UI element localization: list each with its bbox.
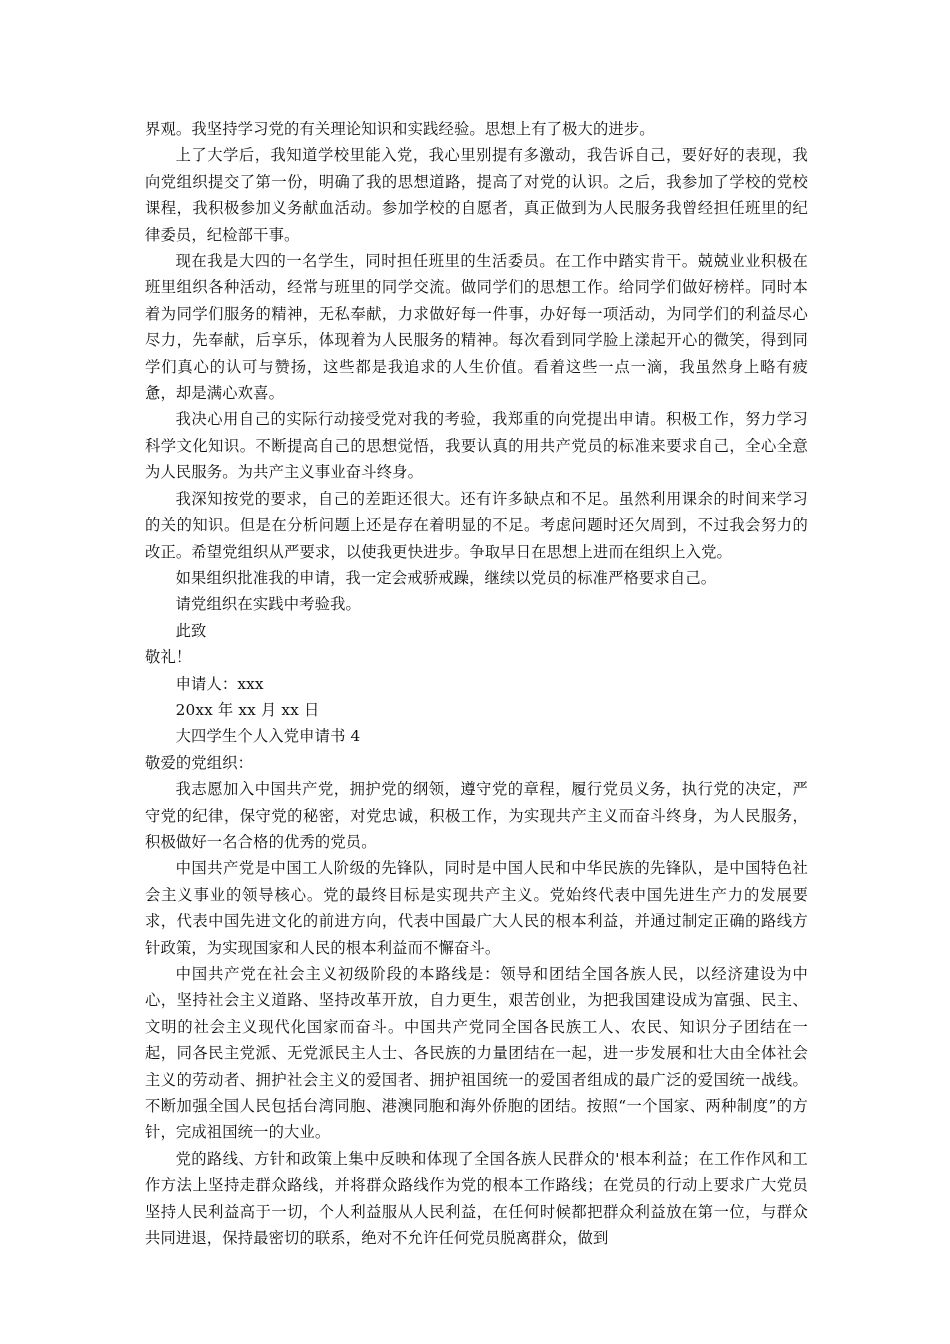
paragraph: 请党组织在实践中考验我。 <box>175 595 361 614</box>
paragraph: 我深知按党的要求，自己的差距还很大。还有许多缺点和不足。虽然利用课余的时间来学习的关的知识。但是在分析问题上还是存在着明显的不足。考虑问题时还欠周到，不过我会努力的改正。希望党组织从严要求，以使我更快进步。争取早日在思想上进而在组织上入党。 <box>145 489 808 561</box>
applicant-signature: 申请人：xxx <box>175 674 264 693</box>
paragraph: 如果组织批准我的申请，我一定会戒骄戒躁，继续以党员的标准严格要求自己。 <box>175 568 717 587</box>
paragraph: 界观。我坚持学习党的有关理论知识和实践经验。思想上有了极大的进步。 <box>145 120 655 138</box>
paragraph: 中国共产党是中国工人阶级的先锋队，同时是中国人民和中华民族的先锋队，是中国特色社会主义事业的领导核心。党的最终目标是实现共产主义。党始终代表中国先进生产力的发展要求，代表中国先进文化的前进方向，代表中国最广大人民的根本利益，并通过制定正确的路线方针政策，为实现国家和人民的根本利益而不懈奋斗。 <box>145 859 808 957</box>
paragraph: 上了大学后，我知道学校里能入党，我心里别提有多激动，我告诉自己，要好好的表现，我向党组织提交了第一份，明确了我的思想道路，提高了对党的认识。之后，我参加了学校的党校课程，我积极参加义务献血活动。参加学校的自愿者，真正做到为人民服务我曾经担任班里的纪律委员，纪检部干事。 <box>145 146 808 244</box>
closing-regards: 敬礼！ <box>145 648 192 667</box>
paragraph: 现在我是大四的一名学生，同时担任班里的生活委员。在工作中踏实肯干。兢兢业业积极在班里组织各种活动，经常与班里的同学交流。做同学们的思想工作。给同学们做好榜样。同时本着为同学们服务的精神，无私奉献，力求做好每一件事，办好每一项活动，为同学们的利益尽心尽力，先奉献，后享乐，体现着为人民服务的精神。每次看到同学脸上漾起开心的微笑，得到同学们真心的认可与赞扬，这些都是我追求的人生价值。看着这些一点一滴，我虽然身上略有疲惫，却是满心欢喜。 <box>145 252 808 403</box>
closing-salutation: 此致 <box>175 621 207 640</box>
application-date: 20xx 年 xx 月 xx 日 <box>175 700 320 719</box>
paragraph: 中国共产党在社会主义初级阶段的本路线是：领导和团结全国各族人民，以经济建设为中心，坚持社会主义道路、坚持改革开放，自力更生，艰苦创业，为把我国建设成为富强、民主、文明的社会主义现代化国家而奋斗。中国共产党同全国各民族工人、农民、知识分子团结在一起，同各民主党派、无党派民主人士、各民族的力量团结在一起，进一步发展和壮大由全体社会主义的劳动者、拥护社会主义的爱国者、拥护祖国统一的爱国者组成的最广泛的爱国统一战线。不断加强全国人民包括台湾同胞、港澳同胞和海外侨胞的团结。按照“一个国家、两种制度”的方针，完成祖国统一的大业。 <box>145 965 808 1142</box>
paragraph: 党的路线、方针和政策上集中反映和体现了全国各族人民群众的'根本利益；在工作作风和工作方法上坚持走群众路线，并将群众路线作为党的根本工作路线；在党员的行动上要求广大党员坚持人民利益高于一切，个人利益服从人民利益，在任何时候都把群众利益放在第一位，与群众共同进退，保持最密切的联系，绝对不允许任何党员脱离群众，做到 <box>145 1149 808 1248</box>
greeting: 敬爱的党组织： <box>145 753 254 772</box>
paragraph: 我志愿加入中国共产党，拥护党的纲领，遵守党的章程，履行党员义务，执行党的决定，严守党的纪律，保守党的秘密，对党忠诚，积极工作，为实现共产主义而奋斗终身，为人民服务，积极做好一名合格的优秀的党员。 <box>145 780 808 851</box>
section-title: 大四学生个人入党申请书 4 <box>175 727 361 746</box>
document-body <box>145 116 808 1251</box>
paragraph: 我决心用自己的实际行动接受党对我的考验，我郑重的向党提出申请。积极工作，努力学习科学文化知识。不断提高自己的思想觉悟，我要认真的用共产党员的标准来要求自己，全心全意为人民服务。为共产主义事业奋斗终身。 <box>145 410 808 482</box>
